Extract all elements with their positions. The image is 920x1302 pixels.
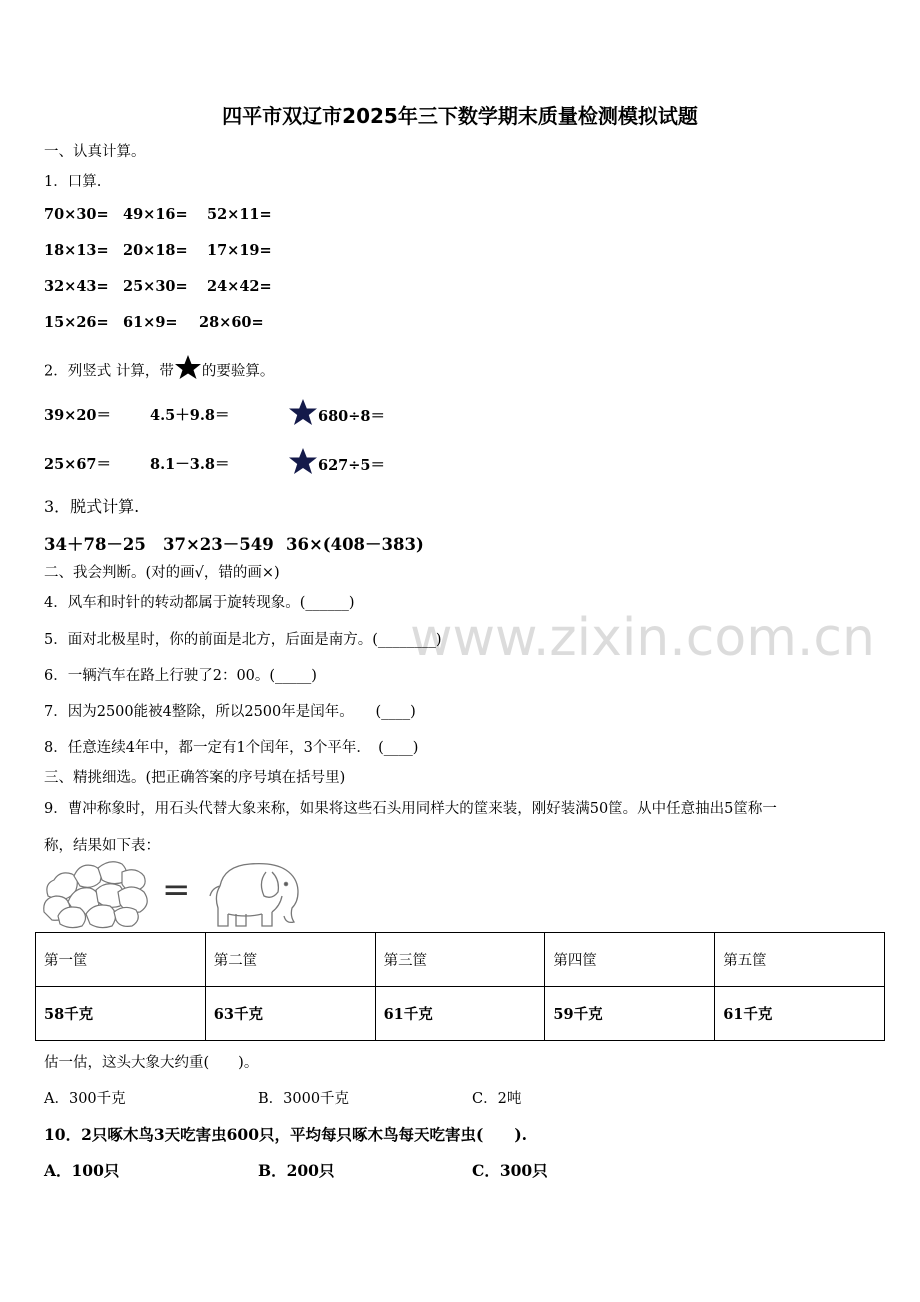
q10-text: 10．2只啄木鸟3天吃害虫600只，平均每只啄木鸟每天吃害虫( ). — [44, 1125, 528, 1144]
q2-starred-item — [288, 447, 385, 485]
q3-label: 3．脱式计算. — [44, 497, 140, 516]
q2-item: 25×67＝ — [44, 456, 112, 473]
q9-option-c: C．2吨 — [472, 1091, 522, 1107]
q1-item: 17×19= — [207, 242, 272, 259]
table-cell: 63千克 — [205, 987, 375, 1041]
watermark: www.zixin.com.cn — [410, 608, 875, 668]
q4: 4．风车和时针的转动都属于旋转现象。(______) — [44, 595, 355, 611]
q3-item: 36×(408－383) — [286, 535, 424, 554]
q2-label-part-b: 的要验算。 — [201, 363, 275, 380]
q1-item: 32×43= — [44, 278, 109, 295]
q9-option-a: A．300千克 — [44, 1091, 126, 1107]
q1-item: 52×11= — [207, 206, 272, 223]
q3-item: 34＋78－25 — [44, 535, 146, 554]
table-cell: 59千克 — [545, 987, 715, 1041]
q9-text-line2: 称，结果如下表： — [44, 838, 160, 854]
section-2-heading: 二、我会判断。(对的画√，错的画×) — [44, 565, 280, 581]
q10-option-b: B．200只 — [258, 1161, 335, 1180]
q2-item: 8.1－3.8＝ — [150, 456, 230, 473]
q2-item: 627÷5＝ — [318, 457, 386, 474]
q2-item: 680÷8＝ — [318, 408, 386, 425]
q9-text-line1: 9．曹冲称象时，用石头代替大象来称，如果将这些石头用同样大的筐来装，刚好装满50筐。从中任意抽出5筐称一 — [44, 801, 777, 817]
table-cell: 58千克 — [36, 987, 206, 1041]
q2-item: 39×20＝ — [44, 407, 112, 424]
q2-starred-item — [288, 398, 385, 436]
q1-item: 70×30= — [44, 206, 109, 223]
stones-illustration — [40, 856, 155, 932]
table-header-cell: 第四筐 — [545, 933, 715, 987]
q10-option-a: A．100只 — [44, 1161, 120, 1180]
q9-question: 估一估，这头大象大约重( )。 — [44, 1055, 259, 1071]
q1-item: 20×18= — [123, 242, 188, 259]
q6: 6．一辆汽车在路上行驶了2：00。(_____) — [44, 668, 317, 684]
table-header-cell: 第二筐 — [205, 933, 375, 987]
table-cell: 61千克 — [715, 987, 885, 1041]
table-row — [36, 987, 885, 1041]
q1-item: 25×30= — [123, 278, 188, 295]
elephant-illustration — [206, 856, 304, 932]
table-cell: 61千克 — [375, 987, 545, 1041]
q9-option-b: B．3000千克 — [258, 1091, 350, 1107]
star-icon — [288, 398, 318, 436]
q1-item: 61×9= — [123, 314, 178, 331]
q8: 8．任意连续4年中，都一定有1个闰年，3个平年． (____) — [44, 740, 419, 756]
q1-label: 1．口算. — [44, 174, 102, 190]
q10-option-c: C．300只 — [472, 1161, 548, 1180]
section-3-heading: 三、精挑细选。(把正确答案的序号填在括号里) — [44, 770, 346, 786]
q1-item: 18×13= — [44, 242, 109, 259]
page-title: 四平市双辽市2025年三下数学期末质量检测模拟试题 — [222, 104, 698, 128]
table-header-cell: 第三筐 — [375, 933, 545, 987]
black-star-icon — [174, 354, 202, 389]
q2-item: 4.5＋9.8＝ — [150, 407, 230, 424]
table-header-cell: 第一筐 — [36, 933, 206, 987]
table-header-row — [36, 933, 885, 987]
q2-label-part-a: 2．列竖式 计算，带 — [44, 363, 174, 380]
table-header-cell: 第五筐 — [715, 933, 885, 987]
basket-weights-table — [35, 932, 885, 1041]
equals-sign: = — [162, 870, 191, 910]
q1-item: 15×26= — [44, 314, 109, 331]
q1-item: 28×60= — [199, 314, 264, 331]
q2-label — [44, 354, 274, 389]
q5: 5．面对北极星时，你的前面是北方，后面是南方。(________) — [44, 632, 442, 648]
section-1-heading: 一、认真计算。 — [44, 144, 146, 160]
q3-item: 37×23－549 — [163, 535, 274, 554]
star-icon — [288, 447, 318, 485]
q1-item: 49×16= — [123, 206, 188, 223]
q7: 7．因为2500能被4整除，所以2500年是闰年。 (____) — [44, 704, 416, 720]
q1-item: 24×42= — [207, 278, 272, 295]
